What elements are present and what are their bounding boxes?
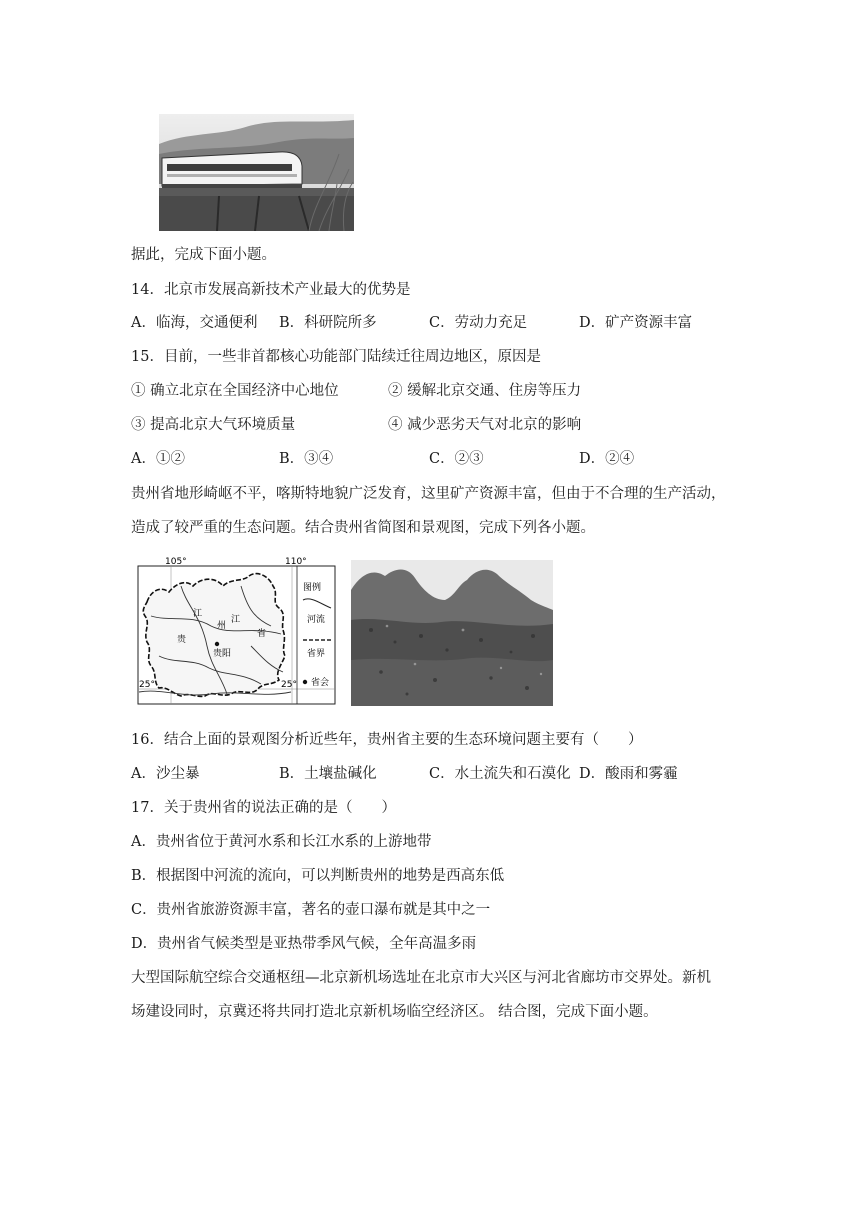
q17-option-a[interactable]: A．贵州省位于黄河水系和长江水系的上游地带 [131, 834, 432, 850]
q17-option-c[interactable]: C．贵州省旅游资源丰富，著名的壶口瀑布就是其中之一 [131, 902, 491, 918]
q17-stem: 17．关于贵州省的说法正确的是（ ） [131, 800, 396, 816]
q15-item-2: ② 缓解北京交通、住房等压力 [388, 383, 582, 399]
map-char-sheng: 省 [257, 629, 267, 639]
map-river-label-1: 江 [193, 609, 203, 619]
q15-option-a[interactable]: A．①② [131, 451, 185, 467]
map-legend-capital: 省会 [311, 678, 330, 688]
airport-passage-line2: 场建设同时，京冀还将共同打造北京新机场临空经济区。 结合图，完成下面小题。 [131, 1004, 658, 1020]
q16-option-a[interactable]: A．沙尘暴 [131, 766, 200, 782]
q17-option-d[interactable]: D．贵州省气候类型是亚热带季风气候，全年高温多雨 [131, 936, 477, 952]
q15-option-b[interactable]: B．③④ [279, 451, 334, 467]
q14-option-c[interactable]: C．劳动力充足 [429, 315, 528, 331]
q15-stem: 15．目前，一些非首都核心功能部门陆续迁往周边地区，原因是 [131, 349, 541, 365]
map-legend-title: 图例 [303, 583, 322, 593]
q14-option-b[interactable]: B．科研院所多 [279, 315, 377, 331]
map-legend-river: 河流 [307, 615, 326, 625]
q14-option-d[interactable]: D．矿产资源丰富 [579, 315, 693, 331]
map-lon-110: 110° [285, 557, 307, 567]
map-legend-border: 省界 [307, 649, 326, 659]
map-river-label-2: 江 [231, 615, 241, 625]
maglev-train-photo [159, 114, 354, 231]
q15-item-4: ④ 减少恶劣天气对北京的影响 [388, 417, 582, 433]
q15-item-1: ① 确立北京在全国经济中心地位 [131, 383, 339, 399]
map-char-gui: 贵 [177, 635, 187, 645]
map-lat-25-right: 25° [281, 680, 297, 690]
q14-stem: 14．北京市发展高新技术产业最大的优势是 [131, 282, 411, 298]
q16-stem: 16．结合上面的景观图分析近些年，贵州省主要的生态环境问题主要有（ ） [131, 732, 643, 748]
q17-option-b[interactable]: B．根据图中河流的流向，可以判断贵州的地势是西高东低 [131, 868, 505, 884]
q15-option-d[interactable]: D．②④ [579, 451, 635, 467]
guizhou-passage-line2: 造成了较严重的生态问题。结合贵州省简图和景观图，完成下列各小题。 [131, 520, 595, 536]
guizhou-passage-line1: 贵州省地形崎岖不平，喀斯特地貌广泛发育，这里矿产资源丰富，但由于不合理的生产活动， [131, 486, 726, 502]
q14-option-a[interactable]: A．临海，交通便利 [131, 315, 258, 331]
q16-option-c[interactable]: C．水土流失和石漠化 [429, 766, 571, 782]
karst-landscape-photo [351, 560, 553, 706]
q16-option-d[interactable]: D．酸雨和雾霾 [579, 766, 678, 782]
guizhou-map [131, 556, 342, 708]
intro-text: 据此，完成下面小题。 [131, 247, 276, 263]
map-lon-105: 105° [165, 557, 187, 567]
map-char-zhou: 州 [217, 621, 227, 631]
map-capital-label: 贵阳 [213, 649, 232, 659]
q16-option-b[interactable]: B．土壤盐碱化 [279, 766, 377, 782]
map-lat-25-left: 25° [139, 680, 155, 690]
q15-item-3: ③ 提高北京大气环境质量 [131, 417, 296, 433]
airport-passage-line1: 大型国际航空综合交通枢纽—北京新机场选址在北京市大兴区与河北省廊坊市交界处。新机 [131, 970, 711, 986]
q15-option-c[interactable]: C．②③ [429, 451, 484, 467]
